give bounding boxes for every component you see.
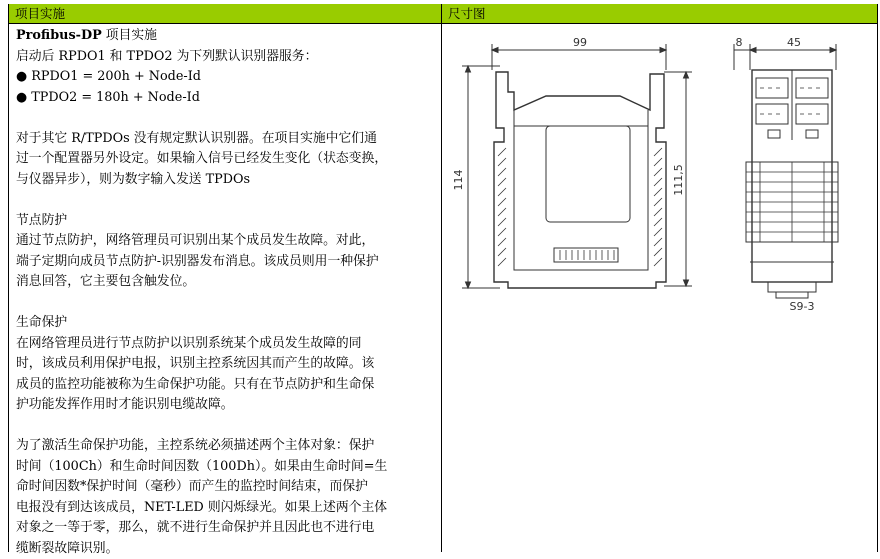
dim-width-front: 99 — [573, 36, 587, 49]
text-line: 消息回答，它主要包含触发位。 — [16, 272, 435, 293]
text-line: ● TPDO2 = 180h + Node-Id — [16, 88, 435, 109]
dimension-drawing — [450, 30, 850, 320]
text-line: 时，该成员利用保护电报，识别主控系统因其而产生的故障。该 — [16, 354, 435, 375]
dim-height-inner: 111,5 — [672, 164, 685, 196]
text-line: ● RPDO1 = 200h + Node-Id — [16, 67, 435, 88]
dim-width-side: 45 — [787, 36, 801, 49]
text-line: 缆断裂故障识别。 — [16, 539, 435, 559]
dimension-drawing-svg — [450, 30, 850, 320]
text-line: 命时间因数*保护时间（毫秒）而产生的监控时间结束，而保护 — [16, 477, 435, 498]
implementation-header: 项目实施 — [9, 4, 441, 24]
text-line: 启动后 RPDO1 和 TPDO2 为下列默认识别器服务： — [16, 47, 435, 68]
text-line — [16, 26, 435, 47]
text-line: 端子定期向成员节点防护-识别器发布消息。该成员则用一种保护 — [16, 252, 435, 273]
text-line: 对于其它 R/TPDOs 没有规定默认识别器。在项目实施中它们通 — [16, 129, 435, 150]
dimension-column — [442, 4, 878, 552]
implementation-column — [8, 4, 442, 552]
dimension-header: 尺寸图 — [442, 4, 877, 24]
text-line: 电报没有到达该成员，NET-LED 则闪烁绿光。如果上述两个主体 — [16, 498, 435, 519]
blank-line — [16, 416, 435, 437]
line-rest: 项目实施 — [102, 28, 157, 43]
text-line: 生命保护 — [16, 313, 435, 334]
figure-label: S9-3 — [790, 300, 815, 313]
text-line: 对象之一等于零，那么，就不进行生命保护并且因此也不进行电 — [16, 518, 435, 539]
bold-term: Profibus-DP — [16, 28, 102, 43]
text-line: 节点防护 — [16, 211, 435, 232]
dim-height-outer: 114 — [452, 170, 465, 191]
text-line: 过一个配置器另外设定。如果输入信号已经发生变化（状态变换， — [16, 149, 435, 170]
blank-line — [16, 108, 435, 129]
text-line: 成员的监控功能被称为生命保护功能。只有在节点防护和生命保 — [16, 375, 435, 396]
blank-line — [16, 293, 435, 314]
text-line: 通过节点防护，网络管理员可识别出某个成员发生故障。对此， — [16, 231, 435, 252]
text-line: 时间（100Ch）和生命时间因数（100Dh）。如果由生命时间=生 — [16, 457, 435, 478]
blank-line — [16, 190, 435, 211]
text-line: 护功能发挥作用时才能识别电缆故障。 — [16, 395, 435, 416]
text-line: 在网络管理员进行节点防护以识别系统某个成员发生故障的同 — [16, 334, 435, 355]
dim-side-small: 8 — [736, 36, 743, 49]
text-line: 与仪器异步），则为数字输入发送 TPDOs — [16, 170, 435, 191]
implementation-text — [9, 24, 441, 559]
text-line: 为了激活生命保护功能，主控系统必须描述两个主体对象：保护 — [16, 436, 435, 457]
